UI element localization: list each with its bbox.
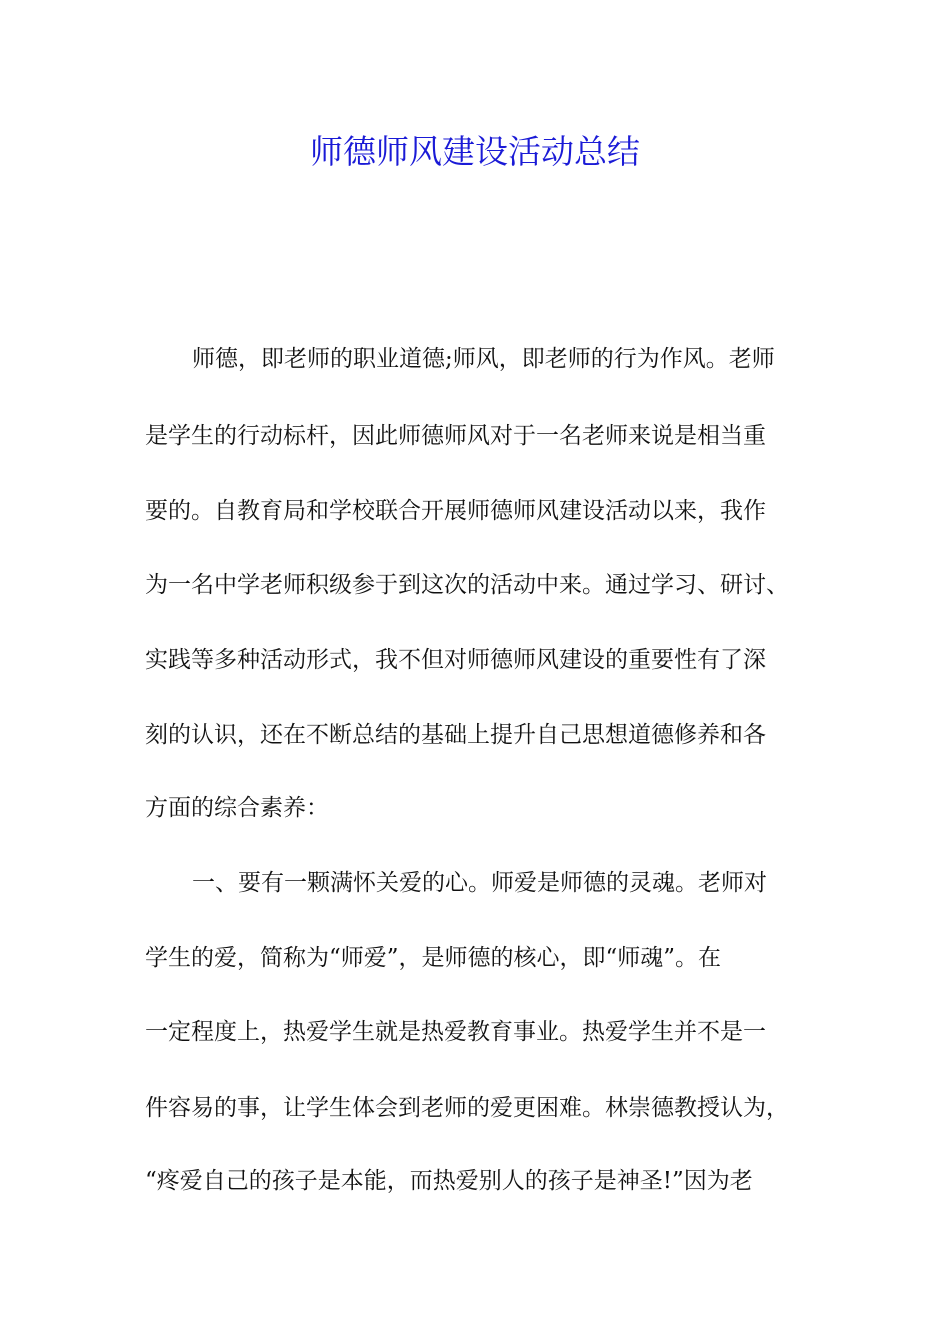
paragraph-line: 要的。自教育局和学校联合开展师德师风建设活动以来，我作 xyxy=(145,498,766,524)
paragraph-line: 方面的综合素养： xyxy=(145,795,329,821)
document-title: 师德师风建设活动总结 xyxy=(310,132,640,171)
paragraph-line: 件容易的事，让学生体会到老师的爱更困难。林崇德教授认为， xyxy=(145,1095,789,1121)
paragraph-line: “疼爱自己的孩子是本能，而热爱别人的孩子是神圣!”因为老 xyxy=(145,1168,753,1194)
paragraph-line: 学生的爱，简称为“师爱”，是师德的核心，即“师魂”。在 xyxy=(145,945,722,971)
paragraph-line: 师德，即老师的职业道德;师风，即老师的行为作风。老师 xyxy=(192,346,775,372)
paragraph-line: 是学生的行动标杆，因此师德师风对于一名老师来说是相当重 xyxy=(145,423,766,449)
paragraph-line: 刻的认识，还在不断总结的基础上提升自己思想道德修养和各 xyxy=(145,722,766,748)
paragraph-line: 一、要有一颗满怀关爱的心。师爱是师德的灵魂。老师对 xyxy=(192,870,767,896)
paragraph-line: 为一名中学老师积级参于到这次的活动中来。通过学习、研讨、 xyxy=(145,572,789,598)
paragraph-line: 实践等多种活动形式，我不但对师德师风建设的重要性有了深 xyxy=(145,647,766,673)
paragraph-line: 一定程度上，热爱学生就是热爱教育事业。热爱学生并不是一 xyxy=(145,1019,766,1045)
